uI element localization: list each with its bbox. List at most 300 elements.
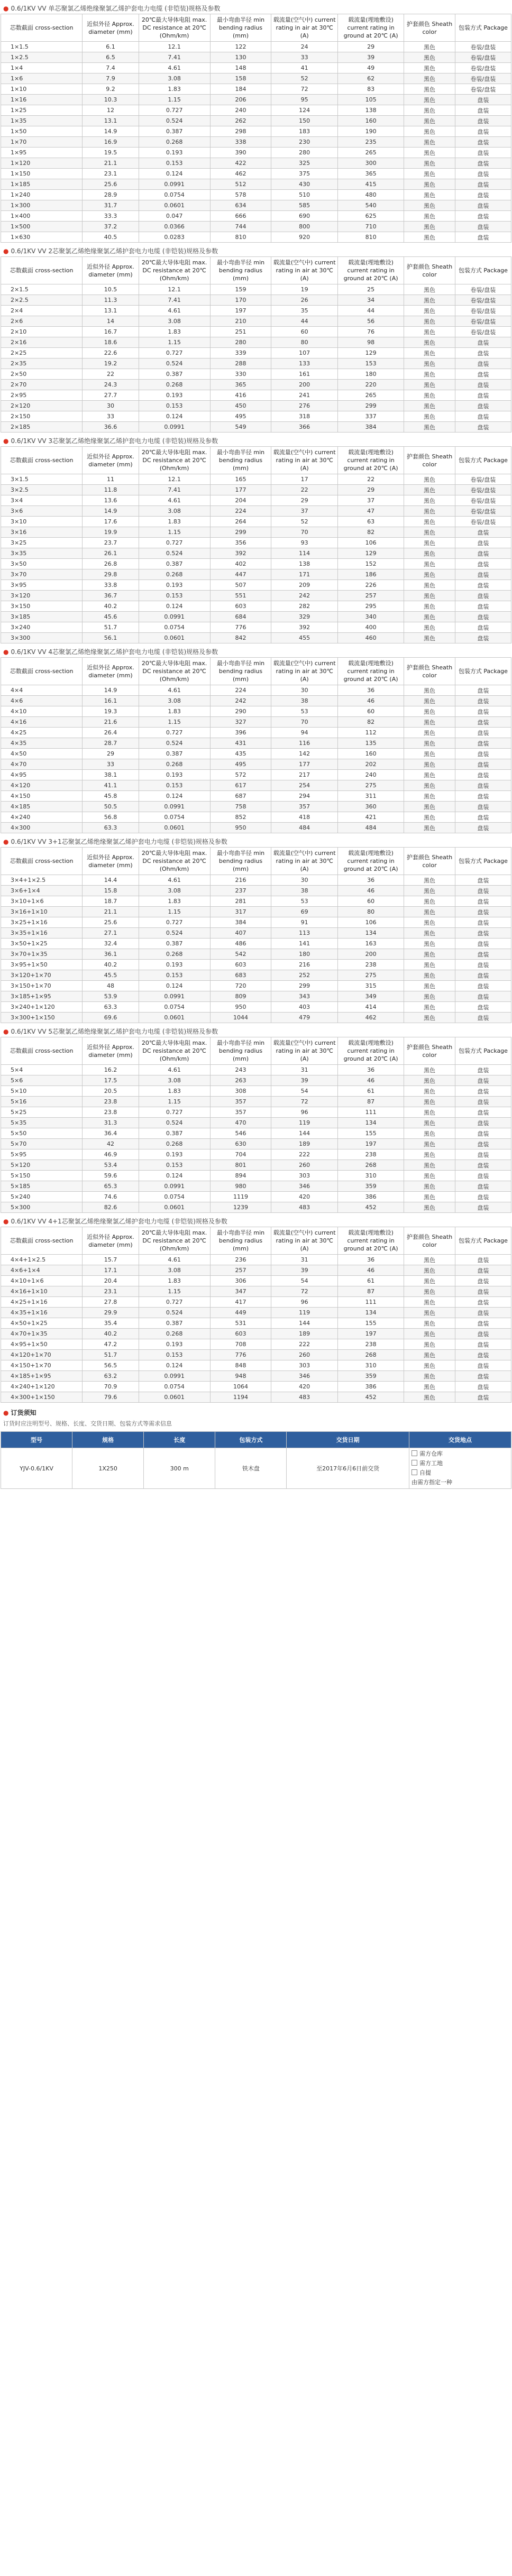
cell-resistance: 0.124 (139, 1171, 210, 1181)
cell-current-ground: 134 (337, 928, 404, 939)
cell-current-ground: 98 (337, 337, 404, 348)
table-row (1, 569, 511, 580)
cell-diameter: 21.1 (83, 158, 139, 169)
table-row (1, 284, 511, 295)
cell-cross-section: 2×25 (1, 348, 83, 358)
cell-bending-radius: 449 (210, 1308, 271, 1318)
cell-bending-radius: 578 (210, 190, 271, 200)
cell-current-ground: 36 (337, 1065, 404, 1075)
cell-bending-radius: 450 (210, 401, 271, 411)
cell-bending-radius: 130 (210, 52, 271, 63)
cell-sheath-color: 黑色 (404, 306, 455, 316)
cell-bending-radius: 422 (210, 158, 271, 169)
cell-bending-radius: 308 (210, 1086, 271, 1097)
cell-package: 盘装 (455, 105, 511, 116)
cell-package: 盘装 (455, 1002, 511, 1013)
cell-cross-section: 4×70 (1, 759, 83, 770)
cell-sheath-color: 黑色 (404, 1360, 455, 1371)
cell-bending-radius: 776 (210, 1350, 271, 1360)
cell-diameter: 36.6 (83, 422, 139, 433)
table-row (1, 949, 511, 960)
cell-bending-radius: 390 (210, 148, 271, 158)
table-row (1, 896, 511, 907)
cell-resistance: 0.0601 (139, 823, 210, 833)
cell-bending-radius: 980 (210, 1181, 271, 1192)
header-cross-section: 芯数截面 cross-section (1, 14, 83, 42)
header-current-air: 载流量(空气中) current rating in air at 30℃ (A) (271, 1227, 337, 1255)
cell-package: 卷装/盘装 (455, 474, 511, 485)
cell-bending-radius: 257 (210, 1265, 271, 1276)
cell-package: 卷装/盘装 (455, 52, 511, 63)
cell-sheath-color: 黑色 (404, 380, 455, 390)
cell-cross-section: 4×150 (1, 791, 83, 802)
cell-current-ground: 134 (337, 1308, 404, 1318)
cell-diameter: 16.2 (83, 1065, 139, 1075)
cell-diameter: 40.2 (83, 960, 139, 970)
section-title: ● 0.6/1KV VV 5芯聚氯乙烯绝缘聚氯乙烯护套电力电缆 (非铠装)规格及参数 (3, 1028, 218, 1035)
cell-bending-radius: 396 (210, 728, 271, 738)
cell-diameter: 16.7 (83, 327, 139, 337)
cell-resistance: 0.0601 (139, 200, 210, 211)
cell-current-air: 95 (271, 95, 337, 105)
cell-package: 盘装 (455, 738, 511, 749)
cell-current-air: 189 (271, 1139, 337, 1149)
cell-resistance: 12.1 (139, 284, 210, 295)
cell-current-ground: 82 (337, 527, 404, 538)
table-row (1, 148, 511, 158)
order-spec: 1X250 (72, 1448, 144, 1489)
header-bending-radius: 最小弯曲半径 min bending radius (mm) (210, 658, 271, 685)
cell-sheath-color: 黑色 (404, 791, 455, 802)
cell-sheath-color: 黑色 (404, 1371, 455, 1382)
table-row (1, 791, 511, 802)
cell-cross-section: 2×185 (1, 422, 83, 433)
header-package: 包装方式 Package (455, 14, 511, 42)
cell-current-ground: 480 (337, 190, 404, 200)
cell-current-air: 329 (271, 612, 337, 622)
cell-diameter: 51.7 (83, 622, 139, 633)
cell-package: 盘装 (455, 1139, 511, 1149)
cell-current-ground: 226 (337, 580, 404, 591)
cell-current-air: 96 (271, 1297, 337, 1308)
header-resistance: 20℃最大导体电阻 max. DC resistance at 20℃ (Ohm/km) (139, 658, 210, 685)
header-resistance: 20℃最大导体电阻 max. DC resistance at 20℃ (Ohm/km) (139, 1037, 210, 1065)
cell-current-ground: 300 (337, 158, 404, 169)
table-row (1, 1339, 511, 1350)
cell-current-air: 30 (271, 875, 337, 886)
order-header-spec: 规格 (72, 1432, 144, 1448)
table-row (1, 1171, 511, 1181)
cell-current-ground: 111 (337, 1107, 404, 1118)
cell-diameter: 29.8 (83, 569, 139, 580)
cell-sheath-color: 黑色 (404, 348, 455, 358)
cell-resistance: 1.83 (139, 896, 210, 907)
cell-current-ground: 83 (337, 84, 404, 95)
cell-current-air: 171 (271, 569, 337, 580)
cell-diameter: 59.6 (83, 1171, 139, 1181)
cell-package: 盘装 (455, 190, 511, 200)
table-row (1, 917, 511, 928)
cell-cross-section: 5×150 (1, 1171, 83, 1181)
cell-current-ground: 152 (337, 559, 404, 569)
cell-package: 盘装 (455, 1329, 511, 1339)
cell-package: 盘装 (455, 1149, 511, 1160)
cell-bending-radius: 327 (210, 717, 271, 728)
cell-cross-section: 4×10 (1, 706, 83, 717)
cell-bending-radius: 684 (210, 612, 271, 622)
table-row (1, 316, 511, 327)
cell-current-ground: 452 (337, 1392, 404, 1403)
cell-diameter: 19.5 (83, 148, 139, 158)
cell-resistance: 0.387 (139, 939, 210, 949)
cell-cross-section: 3×70+1×35 (1, 949, 83, 960)
cell-current-air: 96 (271, 1107, 337, 1118)
cell-resistance: 0.0991 (139, 422, 210, 433)
cell-bending-radius: 148 (210, 63, 271, 73)
cell-current-air: 483 (271, 1202, 337, 1213)
cell-current-air: 39 (271, 1075, 337, 1086)
cell-resistance: 7.41 (139, 52, 210, 63)
cell-resistance: 0.153 (139, 780, 210, 791)
table-row (1, 612, 511, 622)
cell-sheath-color: 黑色 (404, 823, 455, 833)
cell-bending-radius: 470 (210, 1118, 271, 1128)
cell-current-air: 29 (271, 495, 337, 506)
cell-package: 卷装/盘装 (455, 84, 511, 95)
cell-cross-section: 4×6 (1, 696, 83, 706)
cell-diameter: 23.8 (83, 1107, 139, 1118)
cell-diameter: 45.5 (83, 970, 139, 981)
cell-cross-section: 1×500 (1, 222, 83, 232)
cell-current-air: 31 (271, 1255, 337, 1265)
cell-current-ground: 415 (337, 179, 404, 190)
table-row (1, 717, 511, 728)
cell-current-ground: 265 (337, 390, 404, 401)
cell-current-ground: 310 (337, 1360, 404, 1371)
cell-resistance: 0.268 (139, 759, 210, 770)
cell-bending-radius: 572 (210, 770, 271, 780)
cell-sheath-color: 黑色 (404, 749, 455, 759)
header-cross-section: 芯数截面 cross-section (1, 658, 83, 685)
cell-diameter: 22 (83, 369, 139, 380)
order-delivery-date: 至2017年6月6日前交货 (287, 1448, 409, 1489)
cell-cross-section: 1×1.5 (1, 42, 83, 52)
cell-current-air: 484 (271, 823, 337, 833)
cell-diameter: 35.4 (83, 1318, 139, 1329)
cell-package: 盘装 (455, 970, 511, 981)
cell-diameter: 12 (83, 105, 139, 116)
spec-section (0, 246, 512, 433)
cell-package: 盘装 (455, 791, 511, 802)
table-row (1, 1097, 511, 1107)
table-row (1, 823, 511, 833)
cell-sheath-color: 黑色 (404, 601, 455, 612)
table-row (1, 1128, 511, 1139)
cell-diameter: 7.4 (83, 63, 139, 73)
cell-package: 盘装 (455, 211, 511, 222)
cell-current-air: 39 (271, 1265, 337, 1276)
cell-current-air: 35 (271, 306, 337, 316)
spec-section (0, 436, 512, 643)
cell-resistance: 0.387 (139, 1318, 210, 1329)
cell-current-ground: 111 (337, 1297, 404, 1308)
cell-current-ground: 44 (337, 306, 404, 316)
cell-package: 盘装 (455, 633, 511, 643)
cell-resistance: 0.727 (139, 538, 210, 548)
spec-table (1, 657, 511, 833)
cell-current-air: 366 (271, 422, 337, 433)
header-package: 包装方式 Package (455, 658, 511, 685)
table-row (1, 1392, 511, 1403)
cell-bending-radius: 288 (210, 358, 271, 369)
cell-sheath-color: 黑色 (404, 1297, 455, 1308)
cell-current-air: 38 (271, 696, 337, 706)
cell-package: 盘装 (455, 358, 511, 369)
table-row (1, 158, 511, 169)
cell-sheath-color: 黑色 (404, 1382, 455, 1392)
cell-cross-section: 1×2.5 (1, 52, 83, 63)
table-row (1, 369, 511, 380)
spec-table (1, 14, 511, 243)
cell-resistance: 0.0754 (139, 190, 210, 200)
cell-sheath-color: 黑色 (404, 116, 455, 126)
cell-sheath-color: 黑色 (404, 896, 455, 907)
checkbox-icon[interactable] (412, 1469, 417, 1475)
cell-cross-section: 4×240+1×120 (1, 1382, 83, 1392)
cell-package: 盘装 (455, 928, 511, 939)
cell-sheath-color: 黑色 (404, 907, 455, 917)
cell-resistance: 0.153 (139, 591, 210, 601)
cell-package: 卷装/盘装 (455, 42, 511, 52)
cell-current-ground: 163 (337, 939, 404, 949)
checkbox-icon[interactable] (412, 1460, 417, 1466)
cell-sheath-color: 黑色 (404, 928, 455, 939)
table-header-row (1, 1227, 511, 1255)
cell-sheath-color: 黑色 (404, 232, 455, 243)
table-row (1, 802, 511, 812)
cell-current-air: 455 (271, 633, 337, 643)
cell-cross-section: 2×50 (1, 369, 83, 380)
cell-current-air: 585 (271, 200, 337, 211)
cell-current-ground: 421 (337, 812, 404, 823)
cell-sheath-color: 黑色 (404, 401, 455, 411)
cell-diameter: 10.3 (83, 95, 139, 105)
section-title: ● 0.6/1KV VV 4芯聚氯乙烯绝缘聚氯乙烯护套电力电缆 (非铠装)规格及参数 (3, 648, 218, 656)
header-cross-section: 芯数截面 cross-section (1, 848, 83, 875)
cell-sheath-color: 黑色 (404, 1329, 455, 1339)
cell-diameter: 21.1 (83, 907, 139, 917)
cell-cross-section: 3×240 (1, 622, 83, 633)
cell-cross-section: 5×6 (1, 1075, 83, 1086)
cell-cross-section: 4×95 (1, 770, 83, 780)
cell-current-ground: 106 (337, 538, 404, 548)
cell-current-ground: 60 (337, 706, 404, 717)
cell-current-air: 161 (271, 369, 337, 380)
cell-resistance: 0.387 (139, 559, 210, 569)
cell-sheath-color: 黑色 (404, 517, 455, 527)
cell-cross-section: 5×300 (1, 1202, 83, 1213)
cell-sheath-color: 黑色 (404, 770, 455, 780)
cell-sheath-color: 黑色 (404, 73, 455, 84)
cell-current-ground: 197 (337, 1139, 404, 1149)
cell-resistance: 0.268 (139, 380, 210, 390)
section-title: ● 0.6/1KV VV 单芯聚氯乙烯绝缘聚氯乙烯护套电力电缆 (非铠装)规格及参数 (3, 5, 221, 12)
cell-bending-radius: 242 (210, 696, 271, 706)
cell-cross-section: 1×35 (1, 116, 83, 126)
cell-current-air: 144 (271, 1128, 337, 1139)
cell-resistance: 1.83 (139, 327, 210, 337)
table-row (1, 1065, 511, 1075)
cell-sheath-color: 黑色 (404, 1192, 455, 1202)
cell-cross-section: 2×120 (1, 401, 83, 411)
cell-sheath-color: 黑色 (404, 506, 455, 517)
cell-diameter: 23.8 (83, 1097, 139, 1107)
bullet-icon: ● (3, 1218, 9, 1225)
cell-resistance: 0.387 (139, 126, 210, 137)
cell-cross-section: 3×120+1×70 (1, 970, 83, 981)
cell-diameter: 28.7 (83, 738, 139, 749)
delivery-option[interactable]: 需方仓库 (412, 1449, 509, 1459)
cell-diameter: 18.7 (83, 896, 139, 907)
cell-diameter: 36.7 (83, 591, 139, 601)
cell-resistance: 0.0991 (139, 179, 210, 190)
cell-diameter: 31.3 (83, 1118, 139, 1128)
cell-package: 卷装/盘装 (455, 495, 511, 506)
table-header-row (1, 14, 511, 42)
cell-cross-section: 3×35+1×16 (1, 928, 83, 939)
cell-sheath-color: 黑色 (404, 991, 455, 1002)
cell-current-air: 30 (271, 685, 337, 696)
cell-current-ground: 76 (337, 327, 404, 337)
header-current-air: 载流量(空气中) current rating in air at 30℃ (A) (271, 257, 337, 284)
cell-cross-section: 4×185 (1, 802, 83, 812)
cell-sheath-color: 黑色 (404, 685, 455, 696)
cell-cross-section: 1×16 (1, 95, 83, 105)
cell-diameter: 63.3 (83, 1002, 139, 1013)
cell-cross-section: 3×10+1×6 (1, 896, 83, 907)
cell-sheath-color: 黑色 (404, 1128, 455, 1139)
table-row (1, 685, 511, 696)
cell-resistance: 0.0991 (139, 991, 210, 1002)
cell-current-air: 60 (271, 327, 337, 337)
cell-current-ground: 29 (337, 485, 404, 495)
header-current-air: 载流量(空气中) current rating in air at 30℃ (A) (271, 848, 337, 875)
table-row (1, 991, 511, 1002)
cell-resistance: 0.727 (139, 1107, 210, 1118)
header-current-air: 载流量(空气中) current rating in air at 30℃ (A) (271, 14, 337, 42)
cell-current-air: 94 (271, 728, 337, 738)
table-row (1, 200, 511, 211)
cell-package: 盘装 (455, 1013, 511, 1023)
cell-cross-section: 3×120 (1, 591, 83, 601)
cell-current-ground: 36 (337, 685, 404, 696)
cell-sheath-color: 黑色 (404, 422, 455, 433)
header-diameter: 近似外径 Approx. diameter (mm) (83, 257, 139, 284)
cell-bending-radius: 531 (210, 1318, 271, 1329)
spec-table (1, 446, 511, 643)
cell-bending-radius: 204 (210, 495, 271, 506)
cell-cross-section: 4×70+1×35 (1, 1329, 83, 1339)
cell-current-ground: 202 (337, 759, 404, 770)
header-package: 包装方式 Package (455, 447, 511, 474)
cell-sheath-color: 黑色 (404, 1097, 455, 1107)
cell-sheath-color: 黑色 (404, 1013, 455, 1023)
cell-package: 盘装 (455, 1118, 511, 1128)
cell-bending-radius: 447 (210, 569, 271, 580)
table-row (1, 517, 511, 527)
header-current-air: 载流量(空气中) current rating in air at 30℃ (A) (271, 658, 337, 685)
cell-current-air: 242 (271, 591, 337, 601)
cell-current-ground: 29 (337, 42, 404, 52)
cell-current-ground: 337 (337, 411, 404, 422)
cell-resistance: 1.83 (139, 1276, 210, 1286)
table-row (1, 696, 511, 706)
cell-bending-radius: 462 (210, 169, 271, 179)
cell-resistance: 7.41 (139, 485, 210, 495)
cell-current-air: 124 (271, 105, 337, 116)
cell-current-air: 54 (271, 1086, 337, 1097)
spec-table (1, 1227, 511, 1403)
bullet-icon: ● (3, 247, 9, 255)
cell-resistance: 0.727 (139, 348, 210, 358)
cell-cross-section: 3×95 (1, 580, 83, 591)
cell-current-air: 22 (271, 485, 337, 495)
cell-diameter: 7.9 (83, 73, 139, 84)
table-row (1, 137, 511, 148)
cell-package: 卷装/盘装 (455, 506, 511, 517)
cell-cross-section: 4×4+1×2.5 (1, 1255, 83, 1265)
cell-bending-radius: 894 (210, 1171, 271, 1181)
cell-package: 盘装 (455, 369, 511, 380)
cell-bending-radius: 1119 (210, 1192, 271, 1202)
cell-bending-radius: 546 (210, 1128, 271, 1139)
cell-current-air: 303 (271, 1171, 337, 1181)
cell-resistance: 0.0601 (139, 1013, 210, 1023)
cell-cross-section: 5×35 (1, 1118, 83, 1128)
delivery-option[interactable]: 自提 (412, 1468, 509, 1478)
cell-resistance: 0.268 (139, 1329, 210, 1339)
cell-current-air: 200 (271, 380, 337, 390)
cell-package: 盘装 (455, 380, 511, 390)
cell-sheath-color: 黑色 (404, 148, 455, 158)
cell-bending-radius: 216 (210, 875, 271, 886)
delivery-option[interactable]: 需方工地 (412, 1459, 509, 1468)
cell-sheath-color: 黑色 (404, 95, 455, 105)
cell-diameter: 17.5 (83, 1075, 139, 1086)
cell-sheath-color: 黑色 (404, 580, 455, 591)
cell-diameter: 13.1 (83, 116, 139, 126)
cell-current-ground: 49 (337, 63, 404, 73)
cell-current-air: 325 (271, 158, 337, 169)
cell-bending-radius: 507 (210, 580, 271, 591)
cell-current-ground: 87 (337, 1286, 404, 1297)
cell-package: 盘装 (455, 949, 511, 960)
cell-package: 盘装 (455, 1308, 511, 1318)
checkbox-icon[interactable] (412, 1450, 417, 1456)
cell-current-air: 31 (271, 1065, 337, 1075)
cell-cross-section: 4×25+1×16 (1, 1297, 83, 1308)
cell-diameter: 6.1 (83, 42, 139, 52)
cell-resistance: 4.61 (139, 875, 210, 886)
header-sheath-color: 护套颜色 Sheath color (404, 1037, 455, 1065)
cell-package: 盘装 (455, 917, 511, 928)
cell-package: 盘装 (455, 1065, 511, 1075)
cell-bending-radius: 776 (210, 622, 271, 633)
header-package: 包装方式 Package (455, 1227, 511, 1255)
header-diameter: 近似外径 Approx. diameter (mm) (83, 447, 139, 474)
cell-diameter: 25.6 (83, 179, 139, 190)
cell-current-ground: 349 (337, 991, 404, 1002)
